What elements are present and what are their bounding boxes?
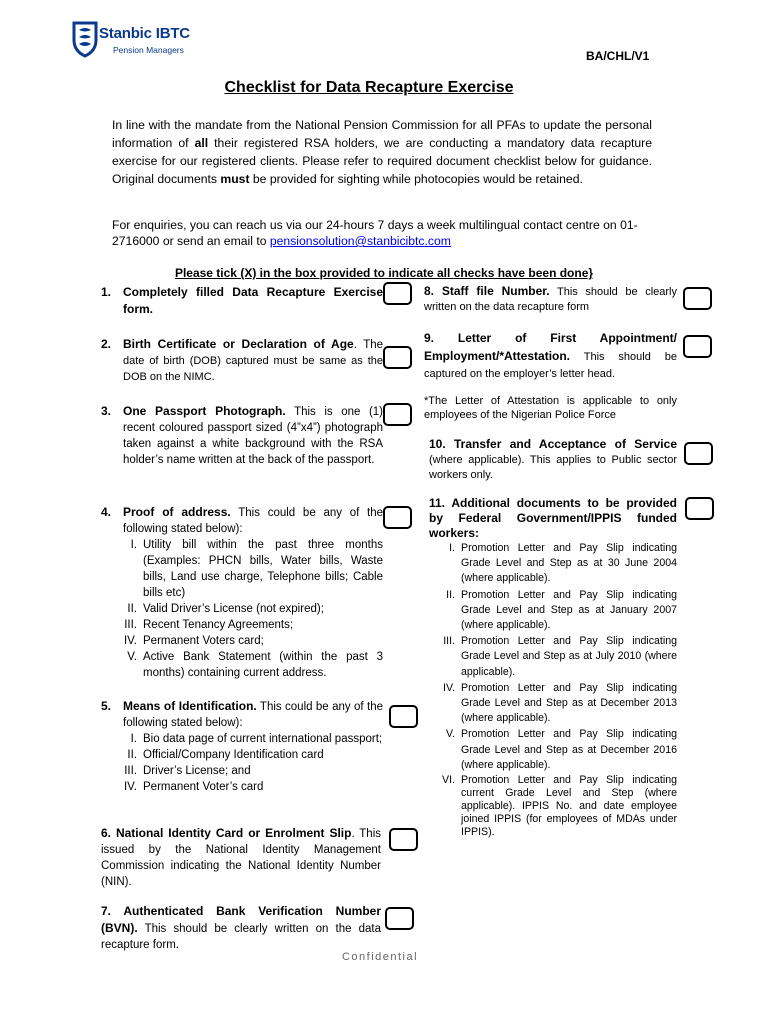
stanbic-logo — [72, 20, 212, 62]
checkbox-item-11[interactable] — [685, 497, 714, 520]
checklist-item-3: 3. One Passport Photograph. This is one (1) recent coloured passport sized (4”x4”) photograph taken against a white background with the RSA holder’s name written at the back of the passport. — [101, 404, 383, 466]
checklist-item-4: 4. Proof of address. This could be any of the following stated below): I. Utility bill within the past three months (Examples: PHCN bills, Water bills, Waste bills, Land use charge, Telephone bills; Cable bills etc) II. Valid Driver’s License (not expired); III. Recent Tenancy Agreements; IV. Permanent Voters card; V. Active Bank Statement (within the past 3 months) containing current address. — [101, 505, 384, 679]
page-title: Checklist for Data Recapture Exercise — [224, 79, 514, 96]
additional-documents-list — [441, 541, 677, 839]
proof-of-address-list — [123, 537, 383, 681]
list-item: II. Official/Company Identification card — [127, 749, 324, 761]
list-item: II. Valid Driver’s License (not expired); — [127, 603, 324, 615]
checkbox-item-9[interactable] — [683, 335, 712, 358]
list-item: IV. Promotion Letter and Pay Slip indicating Grade Level and Step as at December 2013 (where applicable). — [443, 681, 677, 725]
identification-list — [123, 731, 383, 795]
list-item: III. Driver’s License; and — [124, 765, 251, 777]
shield-logo-icon — [72, 20, 98, 58]
list-item: IV. Permanent Voter’s card — [123, 781, 264, 793]
checkbox-item-3[interactable] — [383, 403, 412, 426]
checkbox-item-4[interactable] — [383, 506, 412, 529]
list-item: V. Active Bank Statement (within the past 3 months) containing current address. — [127, 651, 383, 679]
intro-paragraph: In line with the mandate from the National Pension Commission for all PFAs to update the personal information of all their registered RSA holders, we are conducting a mandatory data recapture exercise for our registered clients. Please refer to required document checklist below for guidance. Original documents must be provided for sighting while photocopies would be retained. — [112, 118, 653, 186]
checkbox-item-6[interactable] — [389, 828, 418, 851]
checkbox-item-7[interactable] — [385, 907, 414, 930]
list-item: I. Utility bill within the past three months (Examples: PHCN bills, Water bills, Waste bills, Land use charge, Telephone bills; Cable bills etc) — [130, 539, 383, 599]
email-link[interactable]: pensionsolution@stanbicibtc.com — [269, 234, 451, 248]
checkbox-item-1[interactable] — [383, 282, 412, 305]
list-item: II. Promotion Letter and Pay Slip indicating Grade Level and Step as at January 2007 (where applicable). — [446, 588, 677, 632]
checklist-item-9: 9. Letter of First Appointment/ Employment/*Attestation. This should be captured on the employer’s letter head. — [424, 331, 677, 380]
checklist-item-11: 11. Additional documents to be provided by Federal Government/IPPIS funded workers: I. Promotion Letter and Pay Slip indicating Grade Level and Step as at 30 June 2004 (where applicable). II. Promotion Letter and Pay Slip indicating Grade Level and Step as at January 2007 (where applicable). III. Promotion Letter and Pay Slip indicating Grade Level and Step as at July 2010 (where applicable). IV. Promotion Letter and Pay Slip indicating Grade Level and Step as at December 2013 (where applicable). V. Promotion Letter and Pay Slip indicating Grade Level and Step as at December 2016 (where applicable). VI. Promotion Letter and Pay Slip indicating current Grade Level and Step (where applicable). IPPIS No. and date employee joined IPPIS (for employees of MDAs under IPPIS). — [429, 496, 677, 839]
checklist-item-2: 2. Birth Certificate or Declaration of Age. The date of birth (DOB) captured must be same as the DOB on the NIMC. — [101, 337, 384, 383]
list-item: I. Bio data page of current international passport; — [130, 733, 383, 745]
checkbox-item-5[interactable] — [389, 705, 418, 728]
checklist-item-5: 5. Means of Identification. This could be any of the following stated below): I. Bio data page of current international passport; II. Official/Company Identification card III. Driver’s License; and IV. Permanent Voter’s card — [101, 699, 383, 793]
attestation-note: *The Letter of Attestation is applicable to only employees of the Nigerian Police Force — [424, 395, 677, 421]
document-reference: BA/CHL/V1 — [586, 49, 650, 63]
confidential-footer: Confidential — [341, 951, 419, 963]
contact-paragraph: For enquiries, you can reach us via our 24-hours 7 days a week multilingual contact centre on 01-2716000 or send an email to pensionsolution@stanbicibtc.com — [112, 218, 638, 248]
instruction-text: Please tick (X) in the box provided to indicate all checks have been done} — [174, 266, 594, 280]
list-item: IV. Permanent Voters card; — [123, 635, 264, 647]
checkbox-item-2[interactable] — [383, 346, 412, 369]
checkbox-item-8[interactable] — [683, 287, 712, 310]
list-item: VI. Promotion Letter and Pay Slip indicating current Grade Level and Step (where applicable). IPPIS No. and date employee joined IPPIS (for employees of MDAs under IPPIS). — [442, 774, 677, 839]
brand-name: Stanbic IBTC — [99, 25, 190, 42]
checklist-item-6: 6. National Identity Card or Enrolment Slip. This issued by the National Identity Management Commission indicating the National Identity Number (NIN). — [101, 826, 381, 888]
checklist-item-8: 8. Staff file Number. This should be clearly written on the data recapture form — [424, 284, 677, 313]
list-item: III. Promotion Letter and Pay Slip indicating Grade Level and Step as at July 2010 (where applicable). — [443, 635, 677, 678]
checklist-item-7: 7. Authenticated Bank Verification Number (BVN). This should be clearly written on the data recapture form. — [101, 904, 381, 951]
checklist-item-10: 10. Transfer and Acceptance of Service (where applicable). This applies to Public sector workers only. — [429, 437, 677, 481]
brand-subtitle: Pension Managers — [113, 45, 184, 55]
checkbox-item-10[interactable] — [684, 442, 713, 465]
list-item: III. Recent Tenancy Agreements; — [124, 619, 294, 631]
checklist-item-1: 1. Completely filled Data Recapture Exercise form. — [101, 285, 383, 316]
list-item: V. Promotion Letter and Pay Slip indicating Grade Level and Step as at December 2016 (where applicable). — [445, 728, 677, 771]
list-item: I. Promotion Letter and Pay Slip indicating Grade Level and Step as at 30 June 2004 (where applicable). — [449, 542, 677, 585]
